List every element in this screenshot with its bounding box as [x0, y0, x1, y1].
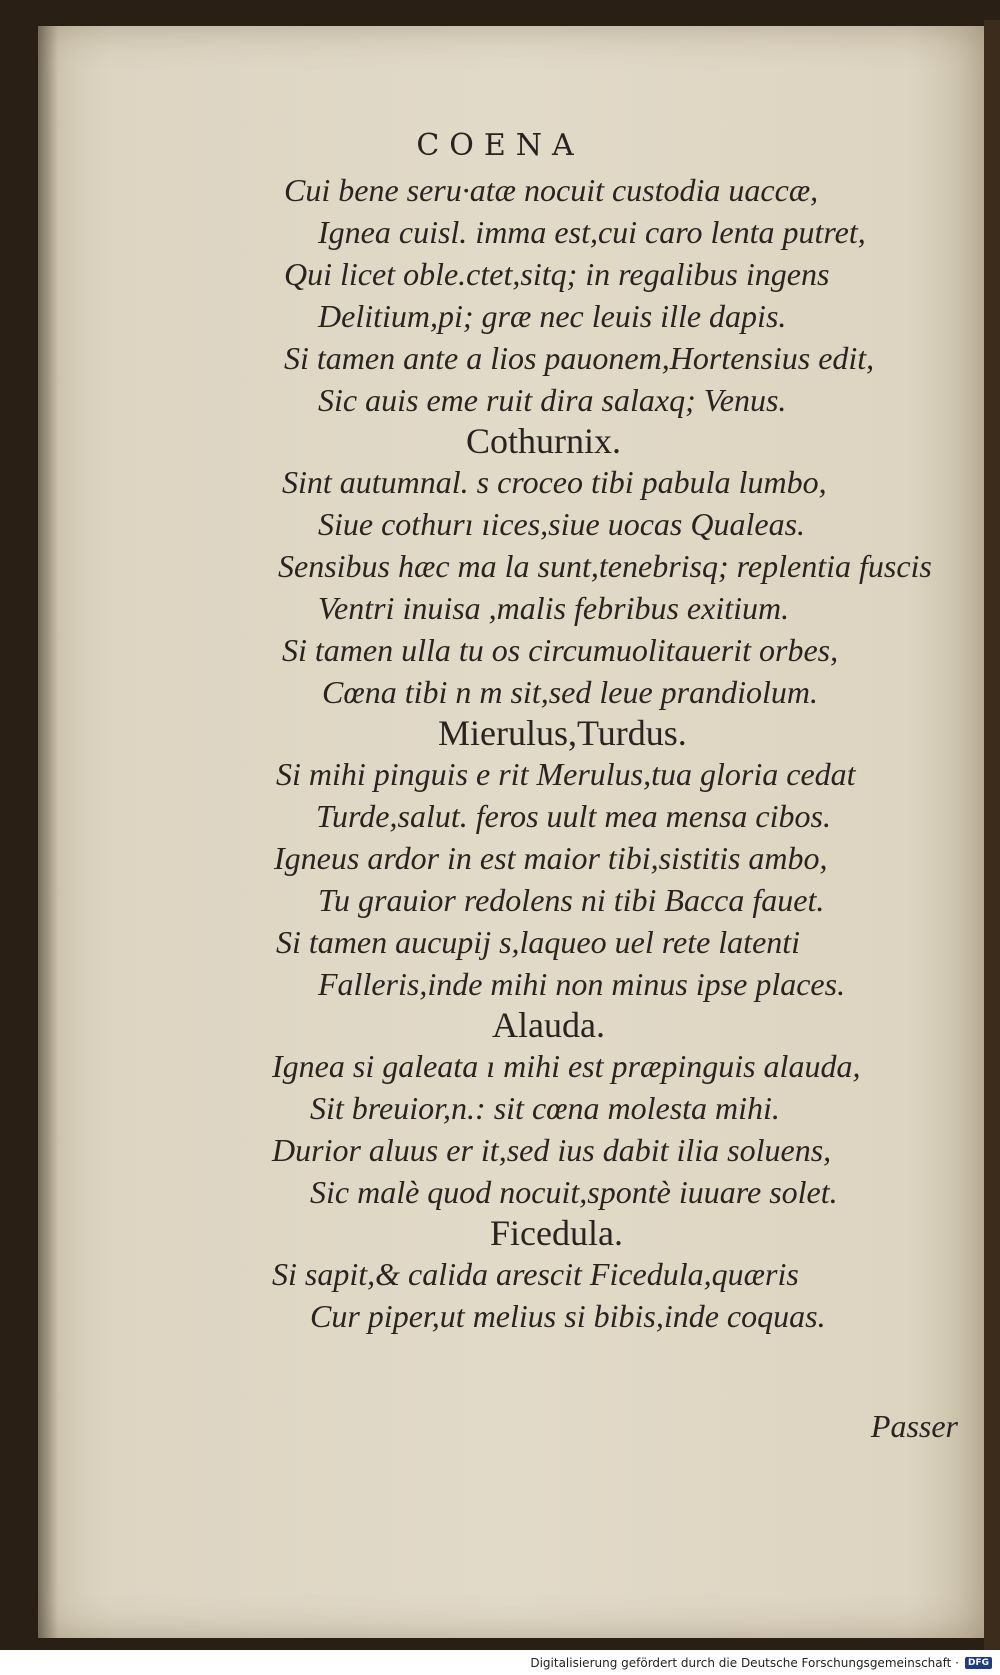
verse-line: Sit breuior,n.: sit cœna molesta mihi.: [310, 1090, 780, 1126]
verse-line: Ventri inuisa ,malis febribus exitium.: [318, 590, 790, 626]
section-title-alauda: Alauda.: [492, 1005, 605, 1045]
verse-line: Delitium,pi; græ nec leuis ille dapis.: [318, 298, 787, 334]
verse-line: Sic malè quod nocuit,spontè iuuare solet.: [310, 1174, 838, 1210]
verse-line: Turde,salut. feros uult mea mensa cibos.: [316, 798, 831, 834]
verse-line: Falleris,inde mihi non minus ipse places.: [318, 966, 846, 1002]
footer: [530, 1656, 992, 1670]
verse-line: Sint autumnal. s croceo tibi pabula lumbo,: [282, 464, 827, 500]
verse-line: Ignea cuisl. imma est,cui caro lenta putret,: [318, 214, 866, 250]
verse-line: Durior aluus er it,sed ius dabit ilia soluens,: [272, 1132, 832, 1168]
catchword: Passer: [870, 1408, 958, 1444]
verse-line: Si tamen aucupij s,laqueo uel rete latenti: [276, 924, 801, 960]
dfg-logo: DFG: [965, 1657, 992, 1669]
verse-line: Qui licet oble.ctet,sitq; in regalibus ingens: [284, 256, 830, 292]
verse-line: Tu grauior redolens ni tibi Bacca fauet.: [318, 882, 825, 918]
verse-line: Cur piper,ut melius si bibis,inde coquas.: [310, 1298, 826, 1334]
running-header: COENA: [416, 128, 584, 163]
section-title-cothurnix: Cothurnix.: [466, 421, 622, 461]
page-edge: [984, 20, 1000, 1650]
verse-line: Sic auis eme ruit dira salaxq; Venus.: [318, 382, 787, 418]
verse-line: Cui bene seru·atæ nocuit custodia uaccæ,: [284, 172, 819, 208]
verse-line: Cœna tibi n m sit,sed leue prandiolum.: [322, 674, 818, 710]
footer-credit: Digitalisierung gefördert durch die Deutsche Forschungsgemeinschaft ·: [530, 1656, 959, 1670]
section-title-ficedula: Ficedula.: [490, 1213, 623, 1253]
spine-shadow: [38, 26, 58, 1638]
verse-line: Si sapit,& calida arescit Ficedula,quæris: [272, 1256, 799, 1292]
verse-line: Sensibus hæc ma la sunt,tenebrisq; replentia fuscis: [278, 548, 932, 584]
verse-line: Si tamen ulla tu os circumuolitauerit orbes,: [282, 632, 839, 668]
verse-line: Ignea si galeata ı mihi est præpinguis alauda,: [272, 1048, 861, 1084]
verse-line: Igneus ardor in est maior tibi,sistitis ambo,: [274, 840, 828, 876]
verse-line: Siue cothurı ıices,siue uocas Qualeas.: [318, 506, 806, 542]
verse-line: Si tamen ante a lios pauonem,Hortensius edit,: [284, 340, 875, 376]
verse-line: Si mihi pinguis e rit Merulus,tua gloria cedat: [276, 756, 856, 792]
section-title-merulus: Mierulus,Turdus.: [438, 713, 687, 753]
